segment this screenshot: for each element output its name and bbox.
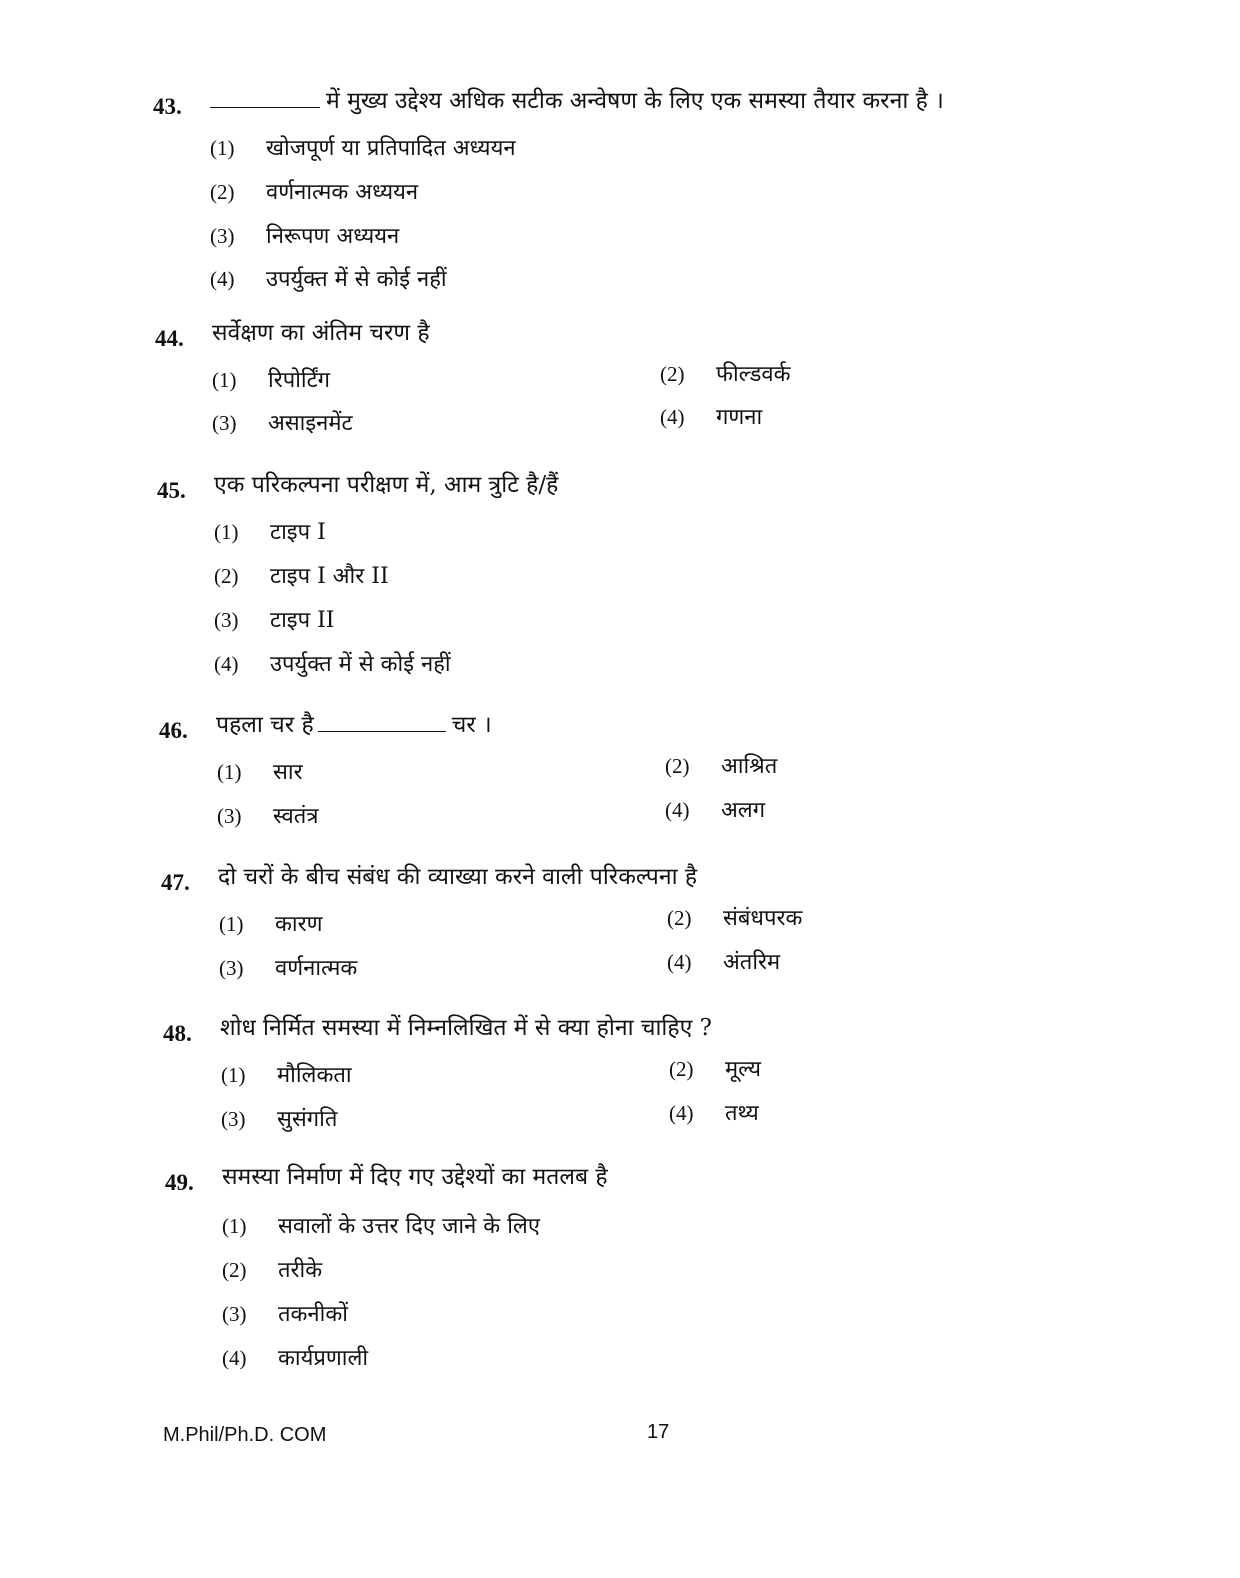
option: (4) तथ्य	[669, 1101, 759, 1126]
option: (1) टाइप I	[214, 520, 326, 545]
option: (3) टाइप II	[214, 608, 335, 633]
question-number: 45.	[157, 478, 186, 503]
fill-blank	[210, 87, 320, 108]
option: (4) उपर्युक्त में से कोई नहीं	[214, 652, 451, 677]
question-text: पहला चर है चर ।	[216, 712, 492, 738]
option: (1) मौलिकता	[221, 1063, 352, 1088]
option: (2) आश्रित	[665, 754, 778, 779]
option: (2) वर्णनात्मक अध्ययन	[210, 180, 419, 205]
question-number: 43.	[153, 94, 182, 119]
option: (2) फील्डवर्क	[660, 362, 791, 387]
question-number: 48.	[163, 1021, 192, 1046]
option: (3) सुसंगति	[221, 1107, 338, 1132]
option: (3) तकनीकों	[222, 1302, 348, 1327]
option: (2) संबंधपरक	[667, 906, 803, 931]
option: (4) कार्यप्रणाली	[222, 1346, 369, 1371]
option: (4) अंतरिम	[667, 950, 781, 975]
question-number: 44.	[155, 326, 184, 351]
question-number: 46.	[159, 718, 188, 743]
option: (4) अलग	[665, 798, 766, 823]
question-text: समस्या निर्माण में दिए गए उद्देश्यों का मतलब है	[222, 1164, 608, 1190]
question-text: शोध निर्मित समस्या में निम्नलिखित में से क्या होना चाहिए ?	[220, 1015, 712, 1041]
option: (1) सवालों के उत्तर दिए जाने के लिए	[222, 1214, 540, 1239]
footer-course: M.Phil/Ph.D. COM	[163, 1424, 327, 1446]
option: (2) तरीके	[222, 1258, 323, 1283]
option: (3) वर्णनात्मक	[219, 956, 358, 981]
fill-blank	[318, 711, 446, 732]
option: (1) रिपोर्टिंग	[212, 368, 331, 393]
question-number: 47.	[161, 870, 190, 895]
option: (2) मूल्य	[669, 1057, 761, 1082]
question-text: एक परिकल्पना परीक्षण में, आम त्रुटि है/हैं	[214, 472, 559, 498]
question-text: में मुख्य उद्देश्य अधिक सटीक अन्वेषण के लिए एक समस्या तैयार करना है ।	[210, 86, 944, 116]
question-text: दो चरों के बीच संबंध की व्याख्या करने वाली परिकल्पना है	[218, 864, 698, 890]
option: (1) कारण	[219, 912, 323, 937]
option: (1) खोजपूर्ण या प्रतिपादित अध्ययन	[210, 136, 516, 161]
option: (4) उपर्युक्त में से कोई नहीं	[210, 267, 447, 292]
option: (1) सार	[217, 760, 303, 785]
question-text: सर्वेक्षण का अंतिम चरण है	[212, 320, 430, 346]
option: (3) निरूपण अध्ययन	[210, 224, 400, 249]
option: (3) असाइनमेंट	[212, 411, 353, 436]
question-number: 49.	[165, 1170, 194, 1195]
page-number: 17	[647, 1421, 670, 1443]
option: (2) टाइप I और II	[214, 564, 389, 589]
option: (4) गणना	[660, 405, 763, 430]
option: (3) स्वतंत्र	[217, 804, 319, 829]
